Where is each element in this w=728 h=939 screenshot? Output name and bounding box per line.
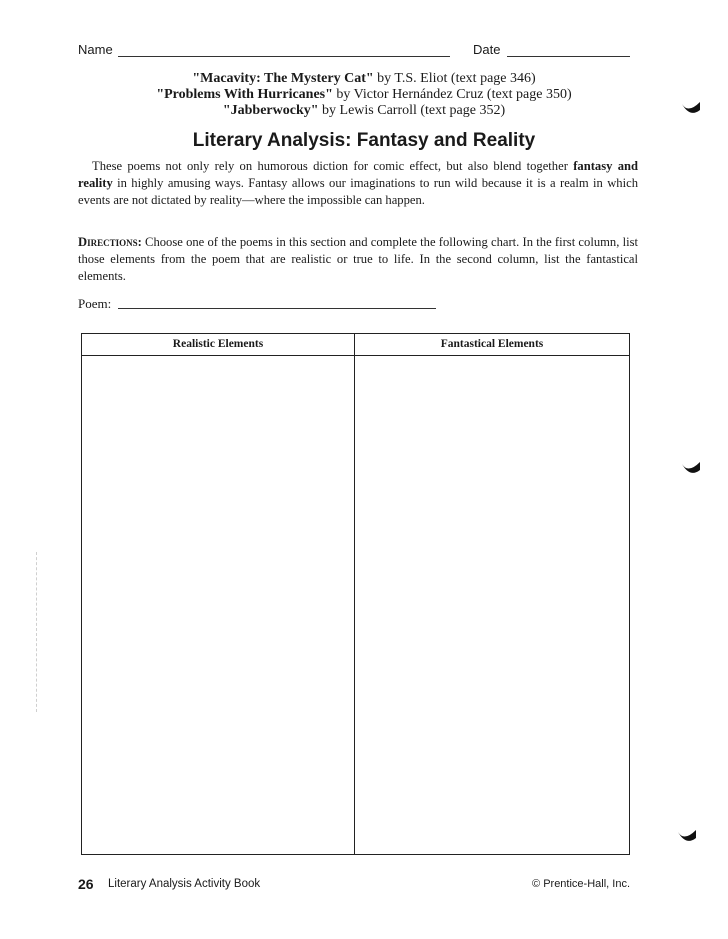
intro-paragraph: These poems not only rely on humorous diction for comic effect, but also blend together fantasy and reality in highly amusing ways. Fantasy allows our imaginations to run wild because it is a realm in which events are not dictated by reality—where the impossible can happen. [78, 159, 638, 207]
binder-hole-mark [676, 826, 698, 846]
poem-field[interactable] [118, 308, 436, 309]
chart-header-row [82, 334, 629, 356]
elements-chart [81, 333, 630, 855]
citation-macavity: "Macavity: The Mystery Cat" by T.S. Eliot (text page 346) [192, 71, 536, 86]
realistic-elements-header: Realistic Elements [172, 338, 264, 350]
citation-jabberwocky: "Jabberwocky" by Lewis Carroll (text page 352) [222, 103, 506, 118]
directions-label: Directions: [78, 235, 142, 249]
binder-hole-mark [680, 98, 702, 118]
page-number: 26 [78, 876, 94, 892]
binder-hole-mark [680, 458, 702, 478]
citation-hurricanes: "Problems With Hurricanes" by Victor Hernández Cruz (text page 350) [156, 87, 572, 102]
name-field[interactable] [118, 56, 450, 57]
scan-artifact [36, 552, 37, 712]
page-title: Literary Analysis: Fantasy and Reality [192, 130, 536, 151]
fantastical-elements-cell[interactable] [355, 356, 629, 854]
copyright: © Prentice-Hall, Inc. [532, 878, 630, 890]
date-label: Date [473, 42, 501, 57]
fantastical-elements-header: Fantastical Elements [440, 338, 544, 350]
realistic-elements-cell[interactable] [82, 356, 354, 854]
book-title: Literary Analysis Activity Book [108, 878, 261, 890]
date-field[interactable] [507, 56, 630, 57]
name-label: Name [78, 42, 113, 57]
poem-label: Poem: [78, 296, 112, 311]
directions-paragraph: Directions: Choose one of the poems in this section and complete the following chart. In the first column, list those elements from the poem that are realistic or true to life. In the second column, list the fantastical elements. [78, 235, 638, 283]
